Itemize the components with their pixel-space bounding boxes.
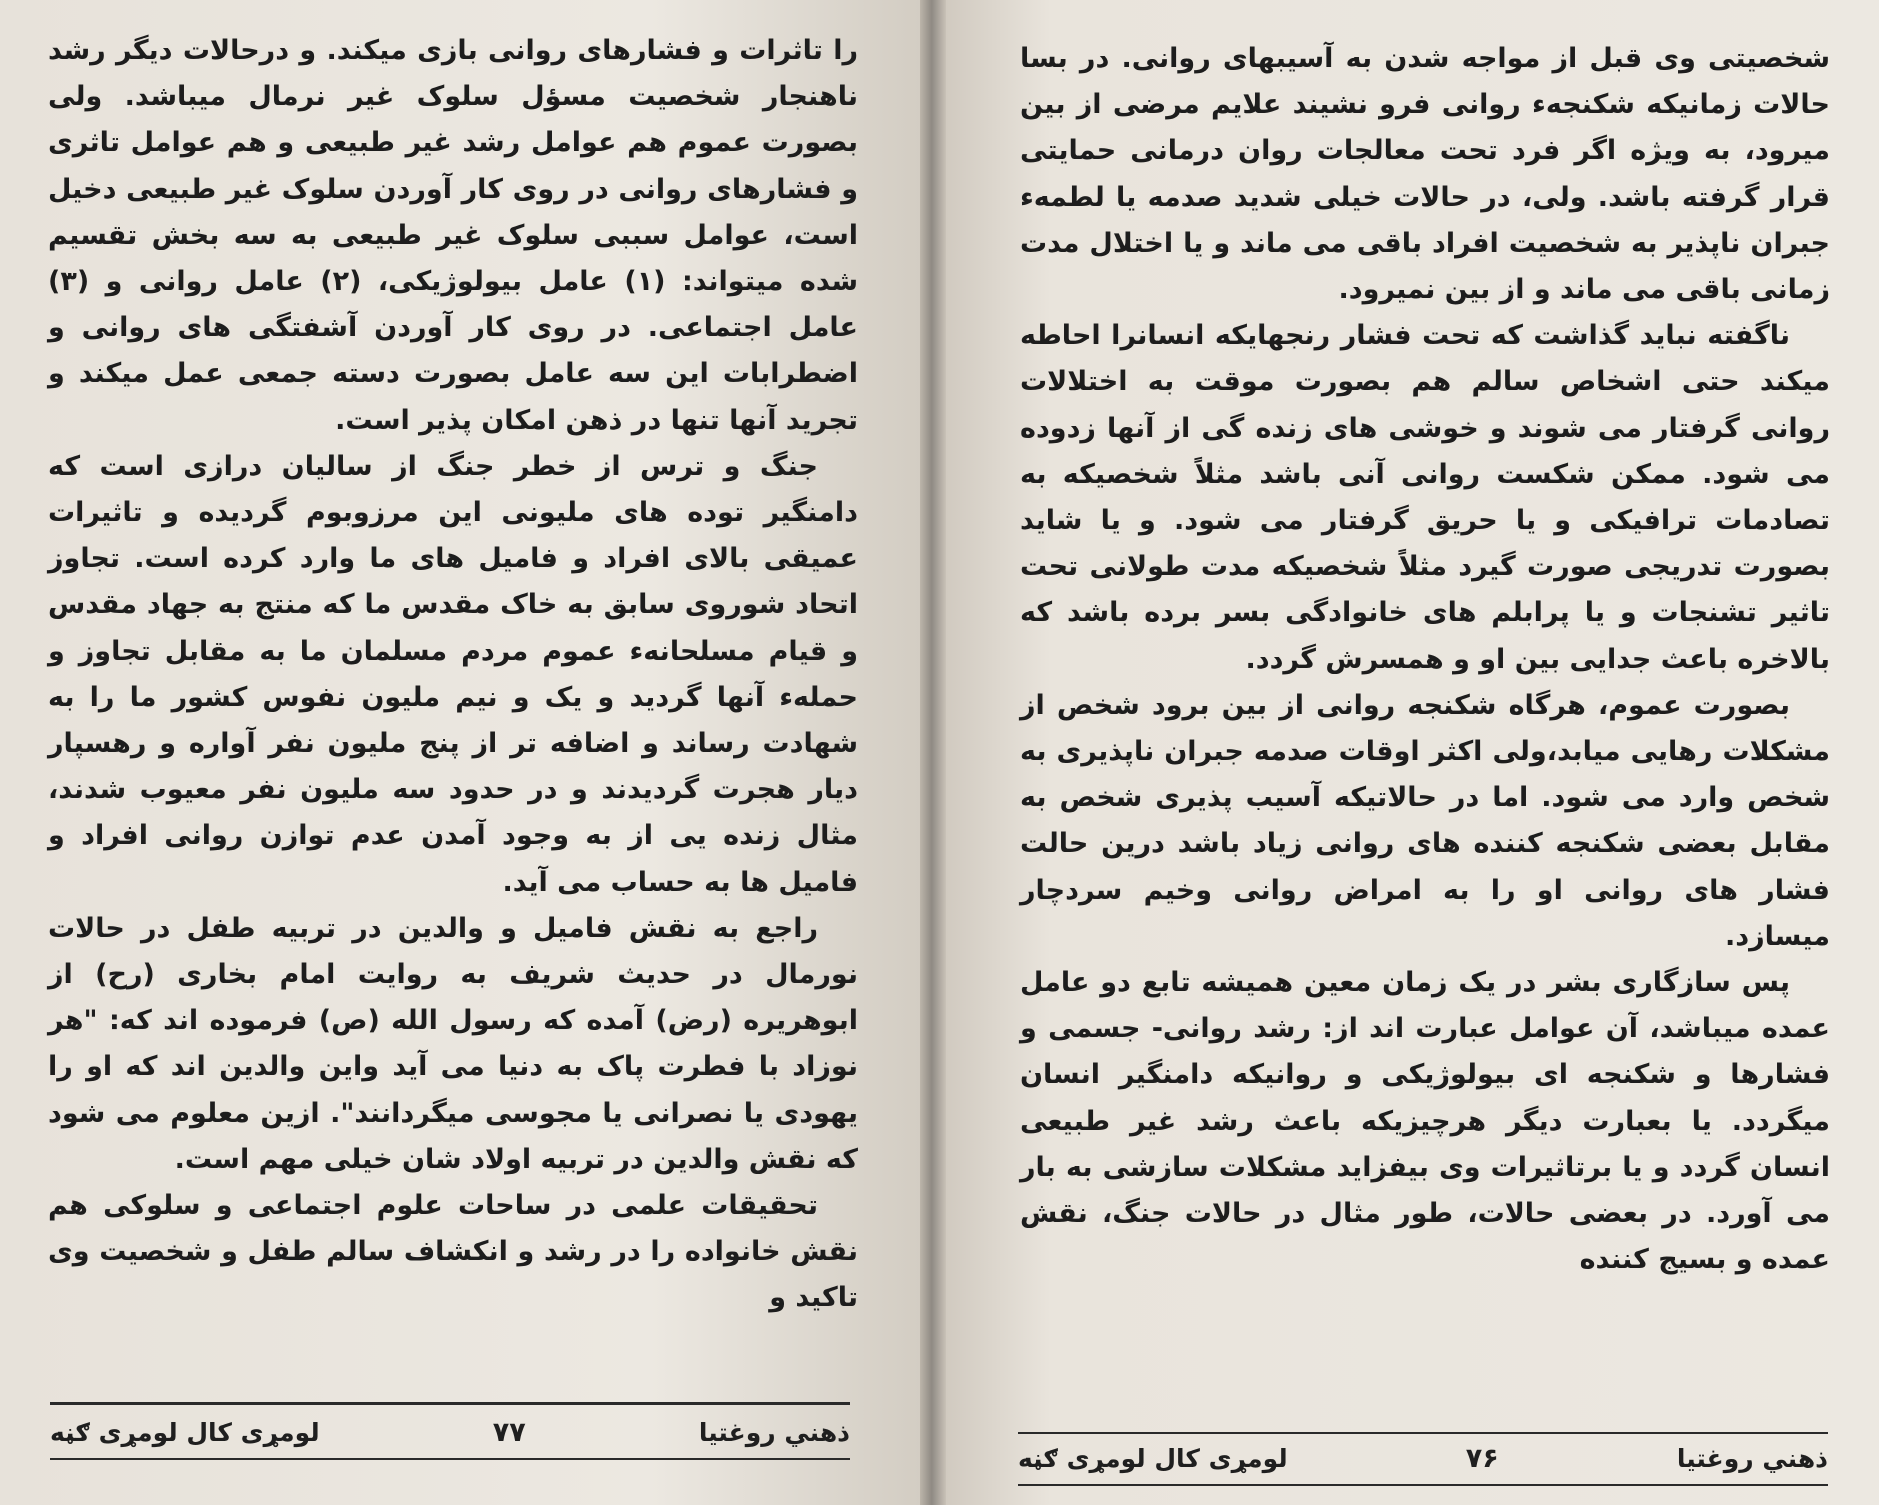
left-page-body [48, 28, 858, 1322]
right-footer-rule-bottom [1018, 1484, 1828, 1486]
right-footer-chapter-title: لومړى كال لومړى ګڼه [1018, 1443, 1288, 1473]
left-footer-chapter-title: لومړى كال لومړى ګڼه [50, 1417, 320, 1447]
right-page-body [1020, 36, 1830, 1283]
left-page-footer [50, 1410, 850, 1454]
right-paragraph-1: شخصیتی وی قبل از مواجه شدن به آسیبهای روانی. در بسا حالات زمانیکه شکنجهء روانی فرو نشیند علایم مرضی از بین میرود، به ویژه اگر فرد تحت معالجات روان درمانی حمایتی قرار گرفته باشد. ولی، در حالات خیلی شدید صدمه یا لطمهء جبران ناپذیر به شخصیت افراد باقی می ماند و یا اختلال مدت زمانی باقی می ماند و از بین نمیرود. [1020, 43, 1830, 306]
right-footer-page-number: ۷۶ [1465, 1442, 1499, 1474]
right-footer-rule [1018, 1432, 1828, 1434]
left-paragraph-4: تحقیقات علمی در ساحات علوم اجتماعی و سلوکی هم نقش خانواده را در رشد و انکشاف سالم طفل و شخصیت وی تاکید و [48, 1190, 858, 1314]
left-footer-page-number: ۷۷ [492, 1416, 526, 1448]
left-paragraph-3: راجع به نقش فامیل و والدین در تربیه طفل در حالات نورمال در حدیث شریف به روایت امام بخاری (رح) از ابوهریره (رض) آمده که رسول الله (ص) فرموده اند که: "هر نوزاد با فطرت پاک به دنیا می آید واین والدین اند که او را یهودی یا نصرانی یا مجوسی میگردانند". ازین معلوم می شود که نقش والدین در تربیه اولاد شان خیلی مهم است. [48, 912, 858, 1175]
right-footer-book-title: ذهني روغتيا [1676, 1443, 1828, 1473]
left-page [0, 0, 930, 1505]
left-footer-book-title: ذهني روغتيا [698, 1417, 850, 1447]
left-footer-rule [50, 1402, 850, 1405]
left-paragraph-1: را تاثرات و فشارهای روانی بازی میکند. و درحالات دیگر رشد ناهنجار شخصیت مسؤل سلوک غیر نرمال میباشد. ولی بصورت عموم هم عوامل رشد غیر طبیعی و هم عوامل تاثری و فشارهای روانی در روی کار آوردن سلوک غیر طبیعی دخیل است، عوامل سببی سلوک غیر طبیعی به سه بخش تقسیم شده میتواند: (۱) عامل بیولوژیکی، (۲) عامل روانی و (۳) عامل اجتماعی. در روی کار آوردن آشفتگی های روانی و اضطرابات این سه عامل بصورت دسته جمعی عمل میکند و تجرید آنها تنها در ذهن امکان پذیر است. [48, 35, 859, 436]
left-footer-rule-bottom [50, 1458, 850, 1460]
right-paragraph-4: پس سازگاری بشر در یک زمان معین همیشه تابع دو عامل عمده میباشد، آن عوامل عبارت اند از: رشد روانی- جسمی و فشارها و شکنجه ای بیولوژیکی و روانیکه دامنگیر انسان میگردد. یا بعبارت دیگر هرچیزیکه باعث رشد غیر طبیعی انسان گردد و یا برتاثیرات وی بیفزاید مشکلات سازشی به بار می آورد. در بعضی حالات، طور مثال در حالات جنگ، نقش عمده و بسیج کننده [1020, 967, 1830, 1276]
right-paragraph-3: بصورت عموم، هرگاه شکنجه روانی از بین برود شخص از مشکلات رهایی میابد،ولی اکثر اوقات صدمه جبران ناپذیری به شخص وارد می شود. اما در حالاتیکه آسیب پذیری شخص به مقابل بعضی شکنجه کننده های روانی زیاد باشد درین حالت فشار های روانی او را به امراض روانی وخیم سردچار میسازد. [1020, 689, 1830, 952]
right-page-footer [1018, 1436, 1828, 1480]
left-paragraph-2: جنگ و ترس از خطر جنگ از سالیان درازی است که دامنگیر توده های ملیونی این مرزوبوم گردیده و تاثیرات عمیقی بالای افراد و فامیل های ما وارد کرده است. تجاوز اتحاد شوروی سابق به خاک مقدس ما که منتج به جهاد مقدس و قیام مسلحانهء عموم مردم مسلمان ما به مقابل تجاوز و حملهء آنها گردید و یک و نیم ملیون نفوس کشور ما را به شهادت رساند و اضافه تر از پنج ملیون نفر آواره و رهسپار دیار هجرت گردیدند و در حدود سه ملیون نفر معیوب شدند، مثال زنده یی از به وجود آمدن عدم توازن روانی افراد و فامیل ها به حساب می آید. [48, 450, 858, 898]
book-gutter [920, 0, 946, 1505]
right-paragraph-2: ناگفته نباید گذاشت که تحت فشار رنجهایکه انسانرا احاطه میکند حتی اشخاص سالم هم بصورت موقت به اختلالات روانی گرفتار می شوند و خوشی های زنده گی از آنها زدوده می شود. ممکن شکست روانی آنی باشد مثلاً شخصیکه به تصادمات ترافیکی و یا حریق گرفتار می شود. و یا شاید بصورت تدریجی صورت گیرد مثلاً شخصیکه مدت طولانی تحت تاثیر تشنجات و یا پرابلم های خانوادگی بسر برده باشد که بالاخره باعث جدایی بین او و همسرش گردد. [1020, 320, 1830, 675]
